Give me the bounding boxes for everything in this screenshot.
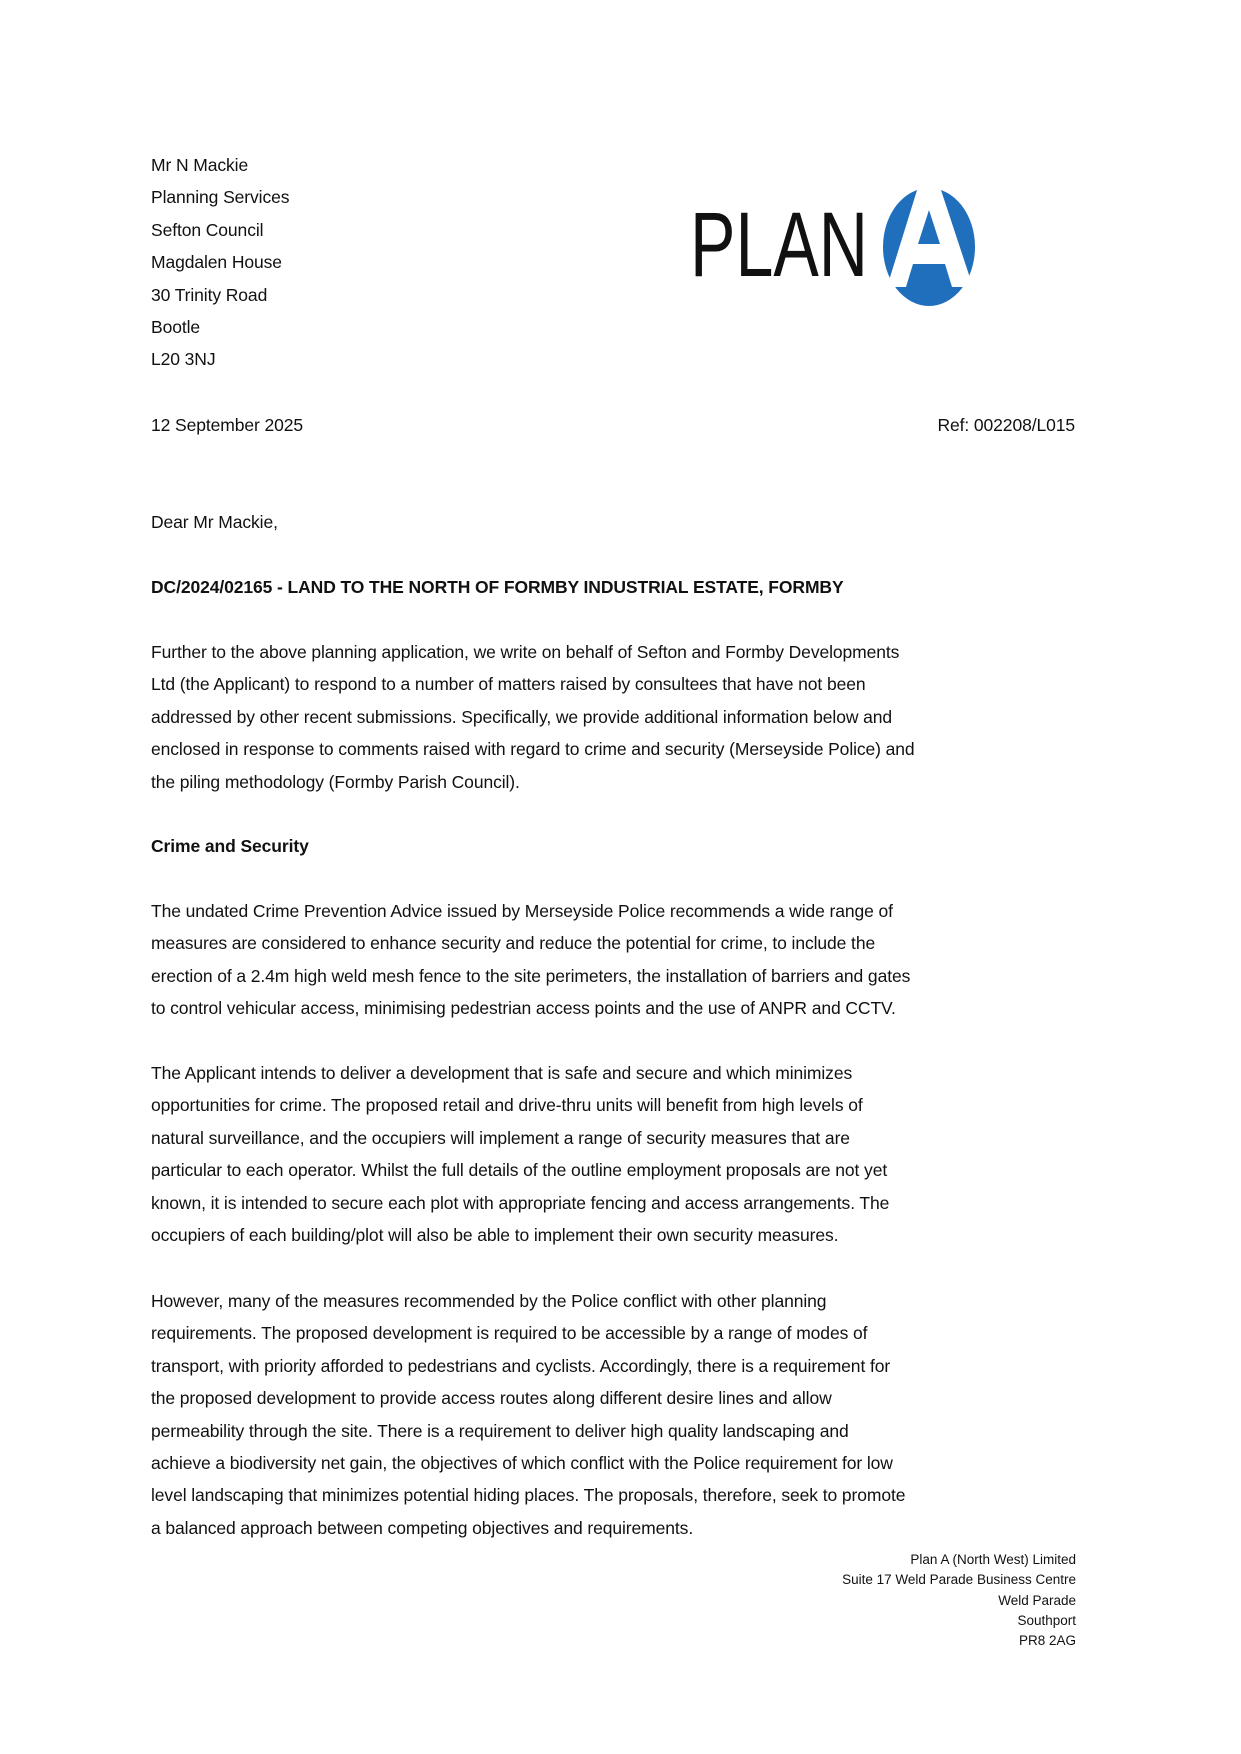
para4-line: However, many of the measures recommended by the Police conflict with other planning	[151, 1291, 827, 1311]
recipient-line: 30 Trinity Road	[151, 284, 268, 305]
footer-line: Suite 17 Weld Parade Business Centre	[842, 1572, 1076, 1588]
para4-line: permeability through the site. There is a requirement to deliver high quality landscaping and	[151, 1420, 849, 1441]
paragraph-police-advice	[151, 895, 910, 1025]
para1-line: the piling methodology (Formby Parish Council).	[151, 771, 520, 792]
paragraph-applicant-intent	[151, 1057, 889, 1251]
subject-line: DC/2024/02165 - LAND TO THE NORTH OF FORMBY INDUSTRIAL ESTATE, FORMBY	[151, 577, 844, 597]
para3-line: natural surveillance, and the occupiers will implement a range of security measures that are	[151, 1127, 850, 1148]
para4-line: achieve a biodiversity net gain, the objectives of which conflict with the Police requirement for low	[151, 1452, 893, 1473]
para4-line: a balanced approach between competing objectives and requirements.	[151, 1517, 694, 1538]
company-footer-address	[842, 1550, 1076, 1651]
para3-line: occupiers of each building/plot will also be able to implement their own security measures.	[151, 1224, 839, 1245]
para3-line: The Applicant intends to deliver a development that is safe and secure and which minimizes	[151, 1063, 853, 1083]
recipient-line: Magdalen House	[151, 252, 282, 273]
recipient-address	[151, 149, 289, 376]
para1-line: Further to the above planning application, we write on behalf of Sefton and Formby Developments	[151, 642, 900, 662]
recipient-line: Mr N Mackie	[151, 155, 249, 175]
para1-line: enclosed in response to comments raised with regard to crime and security (Merseyside Police) and	[151, 739, 915, 760]
recipient-line: L20 3NJ	[151, 349, 216, 370]
recipient-line: Bootle	[151, 316, 201, 337]
para2-line: measures are considered to enhance security and reduce the potential for crime, to include the	[151, 933, 876, 954]
footer-line: Plan A (North West) Limited	[910, 1552, 1076, 1567]
salutation: Dear Mr Mackie,	[151, 512, 278, 532]
para4-line: the proposed development to provide access routes along different desire lines and allow	[151, 1388, 832, 1409]
svg-text:PLAN: PLAN	[690, 194, 868, 296]
para4-line: transport, with priority afforded to pedestrians and cyclists. Accordingly, there is a requirement for	[151, 1355, 891, 1376]
plan-a-logo	[690, 186, 990, 308]
para2-line: erection of a 2.4m high weld mesh fence to the site perimeters, the installation of barriers and gates	[151, 965, 911, 986]
recipient-line: Sefton Council	[151, 219, 264, 240]
section-heading: Crime and Security	[151, 836, 309, 856]
para3-line: particular to each operator. Whilst the full details of the outline employment proposals are not yet	[151, 1160, 888, 1181]
para3-line: known, it is intended to secure each plot with appropriate fencing and access arrangements. The	[151, 1192, 890, 1213]
footer-line: Southport	[1017, 1612, 1076, 1628]
para3-line: opportunities for crime. The proposed retail and drive-thru units will benefit from high levels of	[151, 1095, 863, 1116]
paragraph-conflicts	[151, 1285, 905, 1544]
footer-line: Weld Parade	[998, 1592, 1076, 1608]
para1-line: Ltd (the Applicant) to respond to a number of matters raised by consultees that have not been	[151, 674, 866, 695]
para1-line: addressed by other recent submissions. Specifically, we provide additional information below and	[151, 706, 893, 727]
reference: Ref: 002208/L015	[937, 415, 1075, 435]
recipient-line: Planning Services	[151, 187, 290, 208]
footer-line: PR8 2AG	[1018, 1633, 1076, 1649]
para2-line: The undated Crime Prevention Advice issued by Merseyside Police recommends a wide range of	[151, 901, 893, 921]
para2-line: to control vehicular access, minimising pedestrian access points and the use of ANPR and CCTV.	[151, 998, 896, 1019]
para4-line: level landscaping that minimizes potential hiding places. The proposals, therefore, seek to promote	[151, 1485, 906, 1506]
para4-line: requirements. The proposed development is required to be accessible by a range of modes of	[151, 1323, 868, 1344]
letter-date: 12 September 2025	[151, 415, 304, 435]
paragraph-intro	[151, 636, 915, 798]
